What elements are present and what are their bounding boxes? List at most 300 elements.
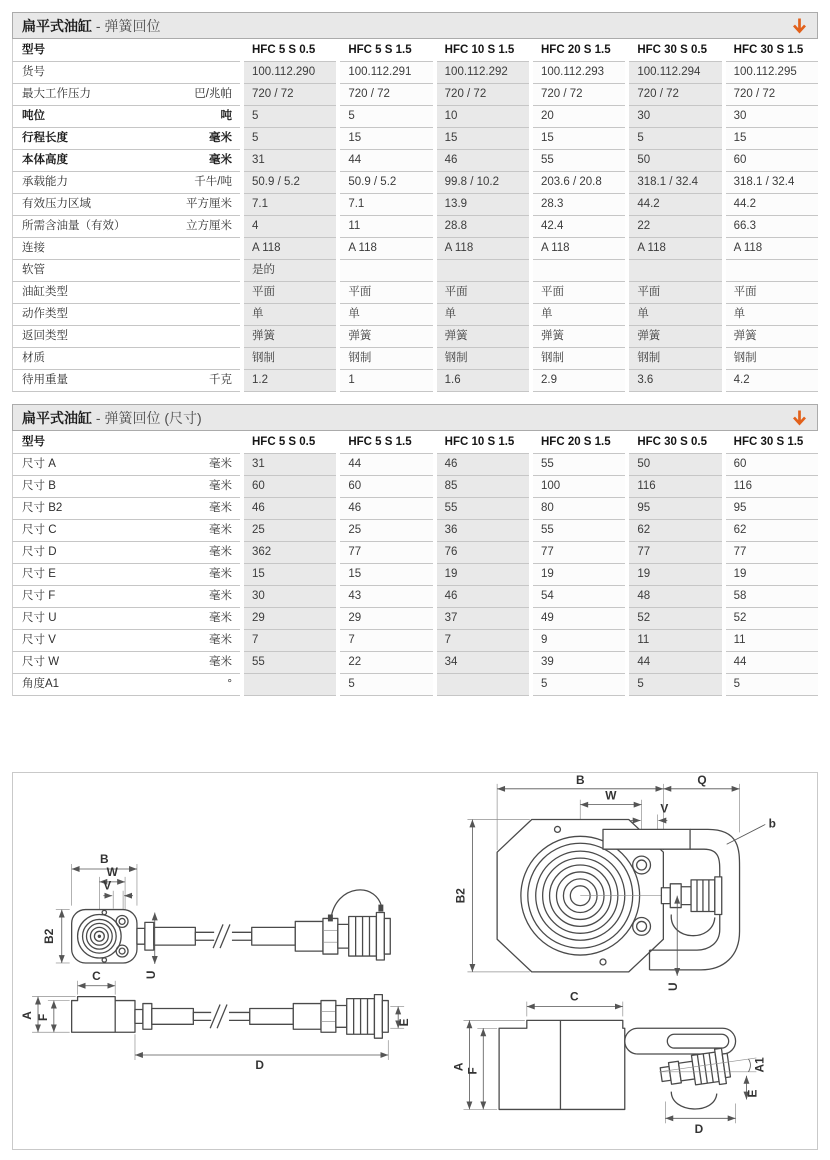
dimensions-title-bar (12, 404, 818, 431)
value-cell: 46 (244, 498, 336, 520)
value-cell: 44 (340, 150, 432, 172)
row-label-cell (12, 282, 240, 304)
value-cell: 44 (340, 454, 432, 476)
column-header: HFC 10 S 1.5 (437, 39, 529, 62)
value-cell: 55 (533, 520, 625, 542)
value-cell: 5 (726, 674, 818, 696)
value-cell: 60 (726, 454, 818, 476)
value-cell: 203.6 / 20.8 (533, 172, 625, 194)
column-header: HFC 30 S 0.5 (629, 39, 721, 62)
row-label: 尺寸 B2 (22, 502, 63, 514)
row-label: 行程长度 (22, 132, 68, 144)
value-cell: 钢制 (533, 348, 625, 370)
value-cell: 60 (340, 476, 432, 498)
value-cell: 50 (629, 150, 721, 172)
value-cell: 52 (629, 608, 721, 630)
value-cell: 29 (340, 608, 432, 630)
value-cell: 44.2 (629, 194, 721, 216)
specs-title-bar (12, 12, 818, 39)
value-cell: 60 (244, 476, 336, 498)
dim-label-c: C (92, 968, 101, 983)
value-cell: 77 (533, 542, 625, 564)
table-row (12, 194, 818, 216)
dim-label-a-large: A (451, 1062, 466, 1072)
value-cell: 7.1 (244, 194, 336, 216)
dim-label-a1: A1 (752, 1057, 767, 1073)
column-header: HFC 20 S 1.5 (533, 431, 625, 454)
table-row (12, 454, 818, 476)
value-cell: 15 (340, 128, 432, 150)
row-label: 油缸类型 (22, 286, 68, 298)
row-label-cell (12, 106, 240, 128)
value-cell: 是的 (244, 260, 336, 282)
large-cylinder-side-view (451, 990, 766, 1137)
value-cell: 单 (244, 304, 336, 326)
value-cell: 58 (726, 586, 818, 608)
row-label-cell (12, 608, 240, 630)
row-unit: 毫米 (209, 458, 232, 470)
small-cylinder-side-view (20, 969, 411, 1072)
dim-label-v: V (103, 878, 112, 893)
value-cell: 平面 (533, 282, 625, 304)
value-cell: 弹簧 (629, 326, 721, 348)
value-cell: 50.9 / 5.2 (340, 172, 432, 194)
dim-label-b2: B2 (41, 928, 56, 944)
value-cell: 平面 (629, 282, 721, 304)
value-cell: 5 (629, 674, 721, 696)
dimensions-title-sub: - 弹簧回位 (尺寸) (92, 409, 202, 426)
value-cell: 22 (340, 652, 432, 674)
row-label: 尺寸 D (22, 546, 57, 558)
column-header: HFC 5 S 1.5 (340, 431, 432, 454)
value-cell: 钢制 (629, 348, 721, 370)
value-cell: 单 (340, 304, 432, 326)
value-cell: A 118 (629, 238, 721, 260)
value-cell: 720 / 72 (726, 84, 818, 106)
table-row (12, 652, 818, 674)
row-label-cell (12, 260, 240, 282)
value-cell: 85 (437, 476, 529, 498)
value-cell: 15 (726, 128, 818, 150)
value-cell: 25 (340, 520, 432, 542)
row-label: 承载能力 (22, 176, 68, 188)
row-label: 材质 (22, 352, 45, 364)
dim-label-v-large: V (660, 801, 669, 816)
row-label-cell (12, 476, 240, 498)
dim-label-b-large: B (575, 773, 585, 787)
row-label: 所需含油量（有效） (22, 220, 126, 232)
table-row (12, 84, 818, 106)
value-cell: 100 (533, 476, 625, 498)
specs-title (22, 16, 160, 36)
column-header: HFC 30 S 1.5 (726, 39, 818, 62)
value-cell: 31 (244, 454, 336, 476)
row-label-cell (12, 238, 240, 260)
value-cell: A 118 (726, 238, 818, 260)
value-cell: 5 (340, 674, 432, 696)
column-header: HFC 30 S 0.5 (629, 431, 721, 454)
table-header-row (12, 431, 818, 454)
row-label-cell (12, 542, 240, 564)
value-cell: 19 (726, 564, 818, 586)
row-label: 有效压力区域 (22, 198, 91, 210)
table-row (12, 238, 818, 260)
column-header: HFC 30 S 1.5 (726, 431, 818, 454)
large-cylinder-top-view (453, 773, 775, 991)
row-unit: 毫米 (209, 154, 232, 166)
dimensions-table (12, 431, 818, 696)
value-cell: 48 (629, 586, 721, 608)
value-cell: 95 (629, 498, 721, 520)
row-unit: 毫米 (209, 524, 232, 536)
row-label-cell (12, 370, 240, 392)
row-label-cell (12, 630, 240, 652)
value-cell: 95 (726, 498, 818, 520)
value-cell: 4.2 (726, 370, 818, 392)
value-cell: 720 / 72 (340, 84, 432, 106)
value-cell: 31 (244, 150, 336, 172)
row-unit: 毫米 (209, 590, 232, 602)
value-cell: 77 (726, 542, 818, 564)
row-label-cell (12, 454, 240, 476)
dim-label-c-large: C (570, 989, 579, 1004)
row-unit: 毫米 (209, 656, 232, 668)
value-cell: 55 (533, 454, 625, 476)
row-label-cell (12, 128, 240, 150)
jump-down-icon[interactable] (791, 17, 808, 35)
value-cell: 66.3 (726, 216, 818, 238)
value-cell: 44.2 (726, 194, 818, 216)
value-cell: 30 (726, 106, 818, 128)
row-unit: 吨 (220, 110, 232, 122)
row-label-cell (12, 498, 240, 520)
row-label: 软管 (22, 264, 45, 276)
value-cell: A 118 (340, 238, 432, 260)
dimensions-title-main: 扁平式油缸 (22, 409, 92, 426)
value-cell: 28.3 (533, 194, 625, 216)
dim-label-b2-large: B2 (453, 888, 468, 904)
row-label: 返回类型 (22, 330, 68, 342)
table-row (12, 564, 818, 586)
value-cell: 50 (629, 454, 721, 476)
row-label-cell (12, 216, 240, 238)
model-column-header: 型号 (12, 431, 240, 454)
row-label-cell (12, 564, 240, 586)
value-cell: 单 (533, 304, 625, 326)
small-cylinder-top-view (42, 852, 390, 979)
model-column-header: 型号 (12, 39, 240, 62)
table-row (12, 260, 818, 282)
row-label-cell (12, 674, 240, 696)
row-label-cell (12, 586, 240, 608)
value-cell: 720 / 72 (629, 84, 721, 106)
value-cell: 9 (533, 630, 625, 652)
value-cell: 52 (726, 608, 818, 630)
row-unit: 毫米 (209, 546, 232, 558)
value-cell: 318.1 / 32.4 (629, 172, 721, 194)
value-cell: 44 (726, 652, 818, 674)
value-cell: 720 / 72 (437, 84, 529, 106)
column-header: HFC 20 S 1.5 (533, 39, 625, 62)
dimensions-title (22, 408, 202, 428)
value-cell: 20 (533, 106, 625, 128)
row-label-cell (12, 326, 240, 348)
value-cell (340, 260, 432, 282)
table-row (12, 282, 818, 304)
value-cell: 15 (533, 128, 625, 150)
value-cell: 34 (437, 652, 529, 674)
value-cell: 11 (629, 630, 721, 652)
dim-label-w-large: W (605, 788, 617, 803)
value-cell: 平面 (437, 282, 529, 304)
row-label: 最大工作压力 (22, 88, 91, 100)
row-unit: 立方厘米 (186, 220, 232, 232)
table-header-row (12, 39, 818, 62)
row-label-cell (12, 84, 240, 106)
table-row (12, 216, 818, 238)
column-header: HFC 5 S 0.5 (244, 431, 336, 454)
value-cell: 平面 (244, 282, 336, 304)
column-header: HFC 5 S 1.5 (340, 39, 432, 62)
table-row (12, 674, 818, 696)
value-cell (629, 260, 721, 282)
column-header: HFC 5 S 0.5 (244, 39, 336, 62)
row-label: 尺寸 C (22, 524, 57, 536)
value-cell: 4 (244, 216, 336, 238)
value-cell: 7.1 (340, 194, 432, 216)
row-label-cell (12, 172, 240, 194)
table-row (12, 106, 818, 128)
dim-label-d-large: D (694, 1122, 704, 1137)
row-label-cell (12, 194, 240, 216)
value-cell: 弹簧 (726, 326, 818, 348)
technical-drawing (13, 773, 817, 1149)
dim-label-e-large: E (745, 1089, 760, 1098)
callout-label-b: b (768, 816, 776, 831)
table-row (12, 476, 818, 498)
row-label-cell (12, 62, 240, 84)
value-cell: 25 (244, 520, 336, 542)
value-cell: 11 (726, 630, 818, 652)
row-label: 尺寸 F (22, 590, 56, 602)
value-cell: 362 (244, 542, 336, 564)
value-cell: 5 (244, 128, 336, 150)
value-cell: 1 (340, 370, 432, 392)
value-cell: 46 (437, 150, 529, 172)
table-row (12, 348, 818, 370)
value-cell: A 118 (244, 238, 336, 260)
dim-label-a: A (20, 1011, 35, 1020)
value-cell: 46 (437, 586, 529, 608)
value-cell: 5 (244, 106, 336, 128)
value-cell: 39 (533, 652, 625, 674)
table-row (12, 128, 818, 150)
value-cell (437, 260, 529, 282)
table-row (12, 586, 818, 608)
dim-label-u-large: U (666, 982, 681, 992)
value-cell: 43 (340, 586, 432, 608)
value-cell: 62 (726, 520, 818, 542)
dim-label-d: D (255, 1057, 264, 1072)
row-label: 尺寸 W (22, 656, 60, 668)
value-cell: 37 (437, 608, 529, 630)
value-cell: 15 (437, 128, 529, 150)
value-cell: 30 (629, 106, 721, 128)
value-cell: 钢制 (437, 348, 529, 370)
value-cell: 单 (629, 304, 721, 326)
value-cell (726, 260, 818, 282)
value-cell: 62 (629, 520, 721, 542)
value-cell: 1.2 (244, 370, 336, 392)
table-row (12, 326, 818, 348)
table-row (12, 150, 818, 172)
value-cell: 55 (533, 150, 625, 172)
value-cell: 19 (533, 564, 625, 586)
row-label: 尺寸 B (22, 480, 56, 492)
row-label-cell (12, 150, 240, 172)
value-cell: 钢制 (726, 348, 818, 370)
value-cell: 720 / 72 (244, 84, 336, 106)
value-cell: 77 (340, 542, 432, 564)
value-cell: 100.112.290 (244, 62, 336, 84)
row-label-cell (12, 520, 240, 542)
row-label: 尺寸 U (22, 612, 57, 624)
value-cell: 28.8 (437, 216, 529, 238)
value-cell: 7 (340, 630, 432, 652)
value-cell: 100.112.293 (533, 62, 625, 84)
value-cell: 单 (726, 304, 818, 326)
value-cell: 弹簧 (340, 326, 432, 348)
value-cell: 77 (629, 542, 721, 564)
dim-label-b: B (100, 852, 109, 867)
value-cell: 平面 (340, 282, 432, 304)
row-label: 尺寸 A (22, 458, 56, 470)
value-cell: 100.112.295 (726, 62, 818, 84)
value-cell (437, 674, 529, 696)
value-cell: 116 (629, 476, 721, 498)
value-cell: 15 (340, 564, 432, 586)
value-cell: 46 (437, 454, 529, 476)
value-cell: 29 (244, 608, 336, 630)
value-cell: 弹簧 (533, 326, 625, 348)
dim-label-f-large: F (465, 1067, 480, 1075)
row-label: 吨位 (22, 110, 45, 122)
value-cell: 54 (533, 586, 625, 608)
value-cell: 弹簧 (437, 326, 529, 348)
value-cell: A 118 (533, 238, 625, 260)
value-cell: 10 (437, 106, 529, 128)
row-unit: 毫米 (209, 612, 232, 624)
value-cell: 76 (437, 542, 529, 564)
row-label: 连接 (22, 242, 45, 254)
table-row (12, 498, 818, 520)
row-unit: 巴/兆帕 (194, 88, 232, 100)
value-cell: 55 (437, 498, 529, 520)
value-cell: 15 (244, 564, 336, 586)
specs-title-main: 扁平式油缸 (22, 17, 92, 34)
value-cell: 5 (340, 106, 432, 128)
value-cell: 50.9 / 5.2 (244, 172, 336, 194)
value-cell: 99.8 / 10.2 (437, 172, 529, 194)
value-cell: 46 (340, 498, 432, 520)
value-cell: 13.9 (437, 194, 529, 216)
value-cell: 100.112.292 (437, 62, 529, 84)
table-row (12, 172, 818, 194)
value-cell (533, 260, 625, 282)
row-label: 本体高度 (22, 154, 68, 166)
row-unit: 毫米 (209, 568, 232, 580)
column-header: HFC 10 S 1.5 (437, 431, 529, 454)
row-label: 动作类型 (22, 308, 68, 320)
value-cell: 42.4 (533, 216, 625, 238)
row-unit: ° (227, 678, 232, 690)
table-row (12, 370, 818, 392)
value-cell: 49 (533, 608, 625, 630)
row-label-cell (12, 348, 240, 370)
table-row (12, 62, 818, 84)
jump-down-icon[interactable] (791, 409, 808, 427)
value-cell: 100.112.294 (629, 62, 721, 84)
value-cell: 60 (726, 150, 818, 172)
value-cell: A 118 (437, 238, 529, 260)
value-cell: 钢制 (340, 348, 432, 370)
value-cell: 11 (340, 216, 432, 238)
value-cell: 22 (629, 216, 721, 238)
dim-label-e: E (397, 1018, 412, 1027)
value-cell: 3.6 (629, 370, 721, 392)
table-row (12, 630, 818, 652)
value-cell: 弹簧 (244, 326, 336, 348)
row-unit: 毫米 (209, 132, 232, 144)
value-cell: 318.1 / 32.4 (726, 172, 818, 194)
specs-table-section (12, 12, 818, 392)
row-label-cell (12, 304, 240, 326)
table-row (12, 304, 818, 326)
value-cell: 平面 (726, 282, 818, 304)
value-cell: 19 (629, 564, 721, 586)
dimension-diagram-box (12, 772, 818, 1150)
row-unit: 平方厘米 (186, 198, 232, 210)
value-cell: 单 (437, 304, 529, 326)
value-cell: 2.9 (533, 370, 625, 392)
row-label: 角度A1 (22, 678, 60, 690)
table-row (12, 608, 818, 630)
specs-table (12, 39, 818, 392)
value-cell: 100.112.291 (340, 62, 432, 84)
row-unit: 千牛/吨 (194, 176, 232, 188)
value-cell: 44 (629, 652, 721, 674)
row-unit: 毫米 (209, 634, 232, 646)
value-cell: 720 / 72 (533, 84, 625, 106)
dim-label-w: W (106, 864, 118, 879)
value-cell: 30 (244, 586, 336, 608)
row-label: 尺寸 V (22, 634, 56, 646)
value-cell: 36 (437, 520, 529, 542)
value-cell: 7 (244, 630, 336, 652)
specs-title-sub: - 弹簧回位 (92, 17, 161, 34)
row-label-cell (12, 652, 240, 674)
dim-label-u: U (143, 970, 158, 980)
dim-label-q: Q (697, 773, 707, 787)
value-cell: 80 (533, 498, 625, 520)
table-row (12, 542, 818, 564)
row-unit: 毫米 (209, 480, 232, 492)
row-unit: 千克 (209, 374, 232, 386)
value-cell: 55 (244, 652, 336, 674)
value-cell: 19 (437, 564, 529, 586)
row-label: 货号 (22, 66, 45, 78)
row-label: 待用重量 (22, 374, 68, 386)
